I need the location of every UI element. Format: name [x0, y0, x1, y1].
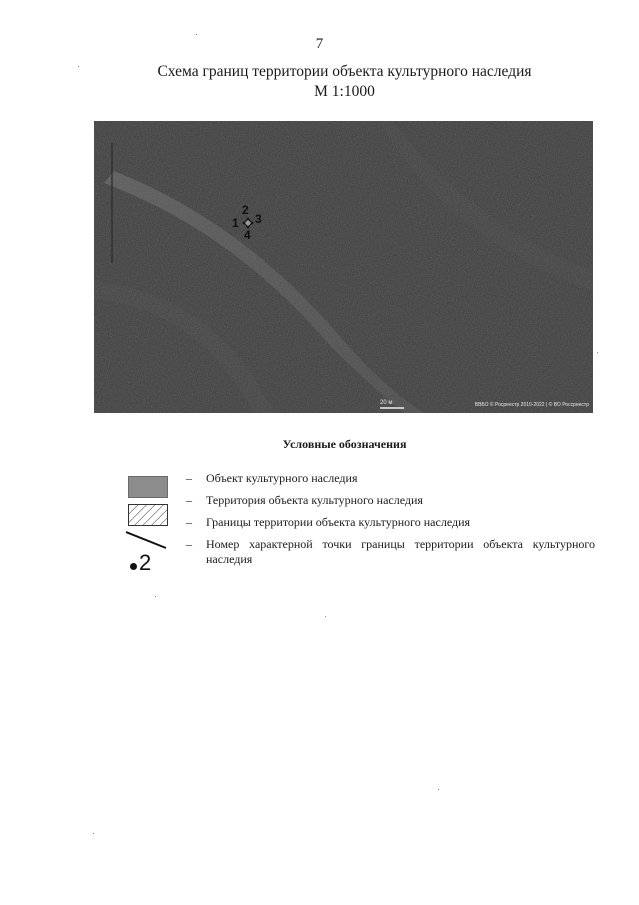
legend-symbol-object: [128, 476, 168, 498]
scan-speck: [325, 616, 326, 617]
title-line-1: Схема границ территории объекта культурного наследия: [157, 63, 532, 80]
page-number: 7: [315, 36, 324, 52]
scan-speck: [438, 789, 439, 790]
scan-speck: [597, 352, 598, 353]
map-copyright: ВВБО © Росреестр 2010-2022 | © ВО Россреестр: [474, 402, 589, 408]
legend-text: Номер характерной точки границы территории объекта культурного наследия: [206, 537, 595, 566]
scale-label: 20 м: [380, 400, 393, 406]
legend-text: Объект культурного наследия: [206, 471, 358, 485]
map-imagery: [94, 121, 593, 413]
point-dot-icon: [130, 563, 137, 570]
legend-title: Условные обозначения: [282, 437, 407, 451]
legend-point-number: 2: [139, 550, 152, 575]
point-label-3: 3: [255, 212, 262, 226]
legend-symbol-boundary: [124, 530, 168, 550]
legend-text: Границы территории объекта культурного наследия: [206, 515, 471, 529]
legend-symbol-territory: [128, 504, 168, 526]
title-line-2: М 1:1000: [314, 83, 375, 100]
legend-text: Территория объекта культурного наследия: [206, 493, 423, 507]
document-title: [0, 62, 639, 102]
scan-speck: [155, 596, 156, 597]
scan-speck: [196, 34, 197, 35]
point-label-2: 2: [242, 203, 249, 217]
satellite-map: [94, 121, 593, 413]
scan-speck: [78, 66, 79, 67]
scan-speck: [93, 833, 94, 834]
point-label-4: 4: [244, 228, 251, 242]
point-label-1: 1: [232, 216, 239, 230]
legend-symbol-point: [130, 550, 151, 576]
